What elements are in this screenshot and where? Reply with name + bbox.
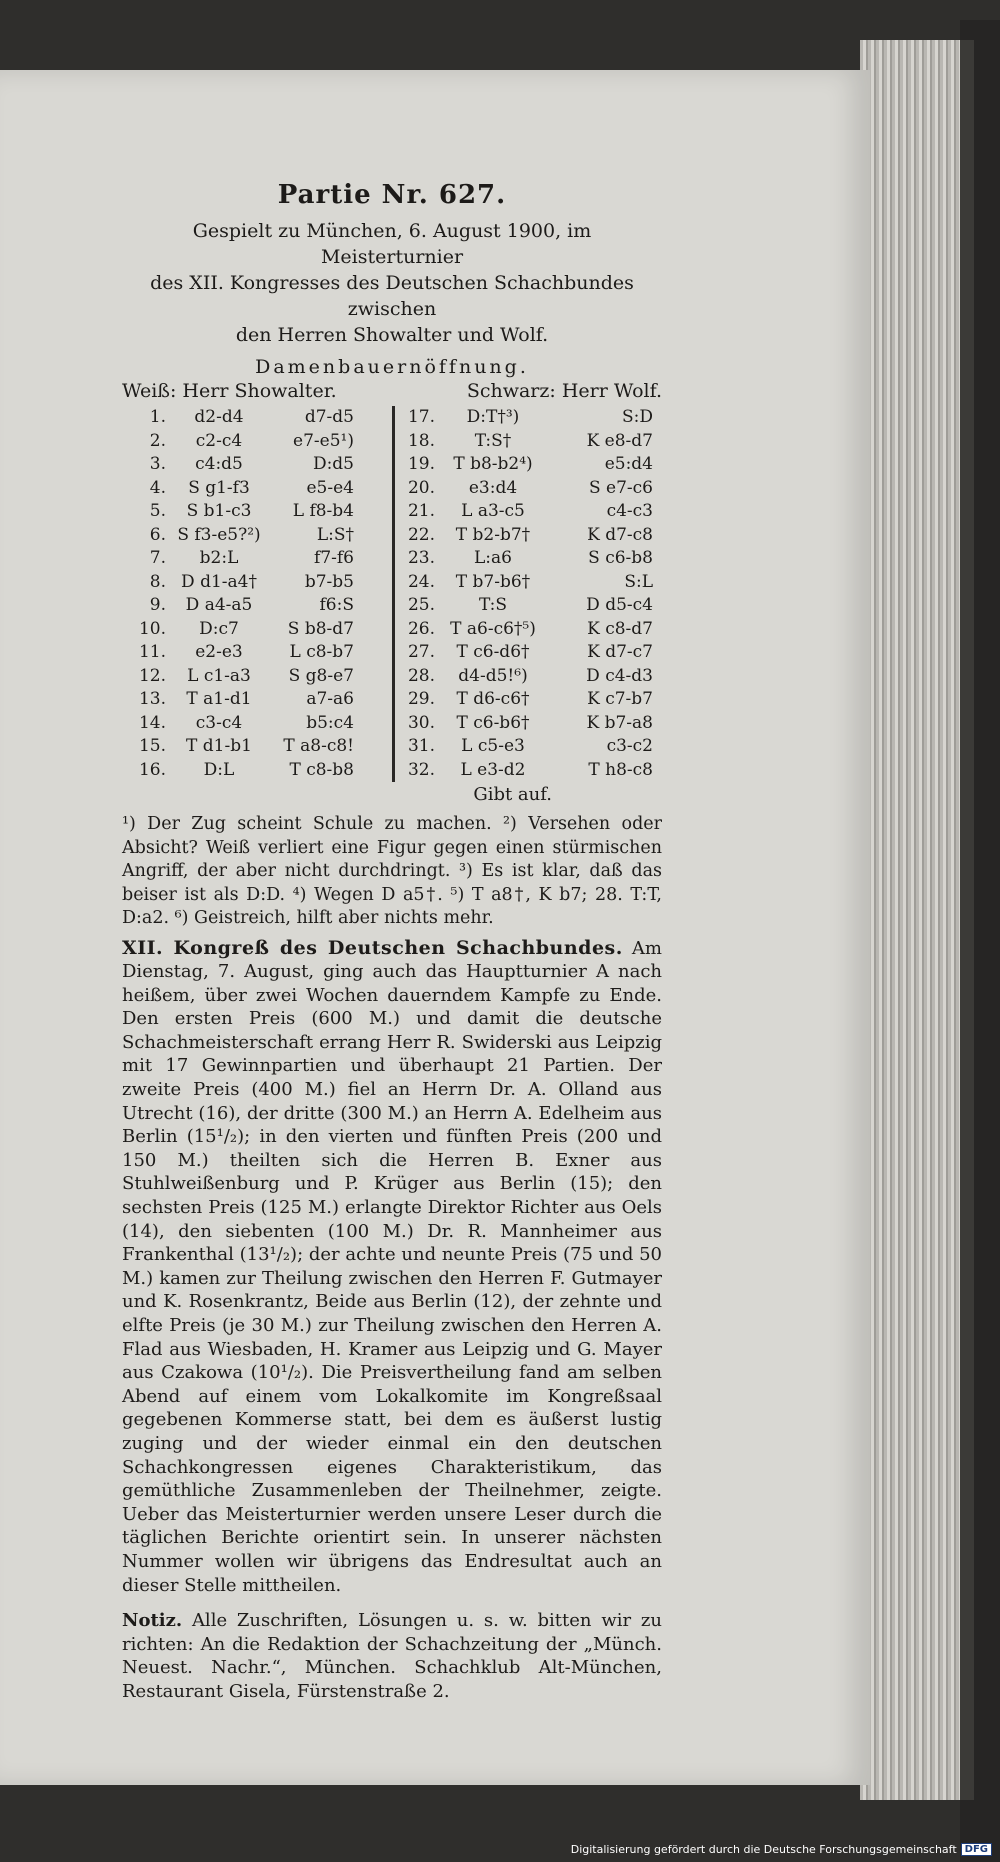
white-move: T b7-b6†	[455, 571, 531, 592]
black-move: c4-c3	[606, 501, 653, 521]
move-row	[401, 430, 662, 454]
white-move: b2:L	[199, 548, 239, 568]
digitization-footer	[571, 1843, 992, 1856]
move-number: 31.	[407, 736, 435, 756]
book-page	[0, 70, 870, 1785]
white-move: T a6-c6†⁵)	[450, 618, 536, 639]
white-move: L e3-d2	[460, 759, 526, 780]
move-row	[401, 712, 662, 736]
white-move: T b2-b7†	[455, 524, 531, 545]
black-move: D:d5	[312, 454, 354, 474]
move-row	[122, 477, 392, 501]
black-move: e5-e4	[306, 477, 354, 498]
move-row	[401, 735, 662, 759]
move-row	[401, 406, 662, 430]
dfg-logo: DFG	[961, 1843, 992, 1856]
move-row	[122, 641, 392, 665]
footer-text: Digitalisierung gefördert durch die Deutsche Forschungsgemeinschaft	[570, 1843, 957, 1856]
notiz	[122, 1609, 662, 1703]
game-result: Gibt auf.	[473, 784, 552, 805]
white-move: T:S	[478, 595, 508, 615]
white-move: T c6-d6†	[456, 642, 530, 662]
black-move: K e8-d7	[586, 430, 653, 451]
white-move: e2-e3	[195, 642, 243, 662]
white-move: L a3-c5	[461, 501, 525, 521]
white-player: Weiß: Herr Showalter.	[122, 380, 337, 402]
black-move: T c8-b8	[289, 759, 354, 780]
move-row	[122, 406, 392, 430]
notiz-text: Alle Zuschriften, Lösungen u. s. w. bitten wir zu richten: An die Redaktion der Schachzeitung der „Münch. Neuest. Nachr.“, München. Schachklub Alt-München, Restaurant Gisela, Fürstenstraße 2.	[122, 1610, 662, 1702]
notiz-label: Notiz.	[122, 1610, 183, 1632]
move-number: 13.	[138, 689, 166, 709]
move-row	[122, 665, 392, 689]
move-row	[401, 759, 662, 783]
move-number: 21.	[407, 501, 435, 521]
move-row	[122, 571, 392, 595]
game-subtitle	[122, 218, 662, 348]
white-move: d2-d4	[194, 407, 244, 427]
move-row	[122, 712, 392, 736]
move-row	[401, 524, 662, 548]
move-row	[122, 735, 392, 759]
black-move: S:D	[621, 407, 653, 427]
black-move: S b8-d7	[287, 618, 354, 639]
moves-column-left	[122, 406, 392, 782]
white-move: D a4-a5	[185, 595, 253, 615]
move-number: 15.	[138, 736, 166, 756]
move-number: 30.	[407, 712, 435, 733]
black-move: T h8-c8	[588, 759, 653, 780]
white-move: c4:d5	[195, 454, 243, 474]
game-notes: ¹) Der Zug scheint Schule zu machen. ²) Versehen oder Absicht? Weiß verliert eine Figur gegen einen stürmischen Angriff, der aber nicht durchdringt. ³) Es ist klar, daß das beiser ist als D:D. ⁴) Wegen D a5†. ⁵) T a8†, K b7; 28. T:T, D:a2. ⁶) Geistreich, hilft aber nichts mehr.	[122, 814, 662, 928]
black-move: K b7-a8	[586, 712, 653, 733]
white-move: T a1-d1	[186, 689, 252, 709]
page-content	[122, 180, 662, 1704]
black-move: K c8-d7	[587, 618, 653, 639]
game-title: Partie Nr. 627.	[277, 180, 507, 210]
black-move: c3-c2	[606, 736, 653, 756]
move-number: 10.	[138, 618, 166, 639]
white-move: T b8-b2⁴)	[453, 454, 533, 474]
white-move: T:S†	[474, 430, 512, 451]
move-row	[122, 524, 392, 548]
black-move: f6:S	[319, 595, 354, 615]
move-number: 7.	[149, 548, 166, 568]
move-number: 14.	[138, 712, 166, 733]
move-number: 26.	[407, 618, 435, 639]
move-row	[401, 641, 662, 665]
move-number: 32.	[407, 759, 435, 780]
move-number: 22.	[407, 524, 435, 545]
black-move: S e7-c6	[588, 477, 653, 498]
move-row	[401, 665, 662, 689]
move-row	[122, 453, 392, 477]
move-number: 9.	[149, 595, 166, 615]
move-row	[401, 618, 662, 642]
move-row	[401, 688, 662, 712]
black-move: e5:d4	[604, 454, 653, 474]
black-move: D c4-d3	[586, 665, 653, 686]
black-move: b5:c4	[306, 712, 354, 733]
black-move: S g8-e7	[288, 665, 354, 686]
move-row	[401, 594, 662, 618]
subtitle-line: des XII. Kongresses des Deutschen Schachbundes zwischen	[150, 272, 634, 320]
move-number: 18.	[407, 430, 435, 451]
move-row	[401, 477, 662, 501]
move-number: 20.	[407, 477, 435, 498]
white-move: S f3-e5?²)	[177, 524, 261, 545]
black-move: e7-e5¹)	[293, 430, 354, 451]
move-number: 24.	[407, 571, 435, 592]
white-move: L c5-e3	[461, 736, 525, 756]
move-number: 6.	[149, 524, 166, 545]
page-edges	[860, 40, 974, 1800]
move-row	[401, 453, 662, 477]
white-move: e3:d4	[468, 477, 518, 498]
move-row	[122, 688, 392, 712]
black-move: f7-f6	[314, 548, 354, 568]
white-move: c2-c4	[195, 430, 243, 451]
move-number: 3.	[149, 454, 166, 474]
move-number: 19.	[407, 454, 435, 474]
move-number: 5.	[149, 501, 166, 521]
white-move: D:c7	[199, 618, 239, 639]
white-move: D d1-a4†	[181, 571, 257, 592]
move-number: 4.	[149, 477, 166, 498]
white-move: L c1-a3	[187, 665, 251, 686]
move-number: 17.	[407, 407, 435, 427]
move-number: 2.	[149, 430, 166, 451]
move-row	[122, 500, 392, 524]
move-row	[122, 759, 392, 783]
move-number: 23.	[407, 548, 435, 568]
white-move: T d1-b1	[186, 736, 252, 756]
move-row	[401, 500, 662, 524]
white-move: D:T†³)	[466, 407, 520, 427]
move-row	[122, 594, 392, 618]
white-move: T c6-b6†	[456, 712, 530, 733]
moves-table	[122, 406, 662, 782]
move-row	[401, 547, 662, 571]
black-move: T a8-c8!	[283, 736, 354, 756]
move-number: 12.	[138, 665, 166, 686]
black-move: D d5-c4	[586, 595, 653, 615]
black-move: b7-b5	[304, 571, 354, 592]
black-move: a7-a6	[306, 689, 354, 709]
moves-column-right	[392, 406, 662, 782]
move-number: 8.	[149, 571, 166, 592]
white-move: D:L	[203, 759, 235, 780]
move-row	[122, 547, 392, 571]
black-player: Schwarz: Herr Wolf.	[466, 380, 662, 402]
black-move: S c6-b8	[588, 548, 653, 568]
black-move: K d7-c8	[587, 524, 653, 545]
move-number: 11.	[138, 642, 166, 662]
move-number: 25.	[407, 595, 435, 615]
move-number: 28.	[407, 665, 435, 686]
subtitle-line: Gespielt zu München, 6. August 1900, im Meisterturnier	[192, 220, 592, 268]
opening-name: Damenbauernöffnung.	[255, 356, 529, 378]
black-move: L:S†	[316, 524, 354, 545]
move-row	[401, 571, 662, 595]
article-text: Am Dienstag, 7. August, ging auch das Hauptturnier A nach heißem, über zwei Wochen dauerndem Kampfe zu Ende. Den ersten Preis (600 M.) und damit die deutsche Schachmeisterschaft errang Herr R. Swiderski aus Leipzig mit 17 Gewinnpartien und überhaupt 21 Partien. Der zweite Preis (400 M.) fiel an Herrn Dr. A. Olland aus Utrecht (16), der dritte (300 M.) an Herrn A. Edelheim aus Berlin (15¹/₂); in den vierten und fünften Preis (200 und 150 M.) theilten sich die Herren B. Exner aus Stuhlweißenburg und P. Krüger aus Berlin (15); den sechsten Preis (125 M.) erlangte Direktor Richter aus Oels (14), den siebenten (100 M.) Dr. R. Mannheimer aus Frankenthal (13¹/₂); der achte und neunte Preis (75 und 50 M.) kamen zur Theilung zwischen den Herren F. Gutmayer und K. Rosenkrantz, Beide aus Berlin (12), der zehnte und elfte Preis (je 30 M.) zur Theilung zwischen den Herren A. Flad aus Wiesbaden, H. Kramer aus Leipzig und G. Mayer aus Czakowa (10¹/₂). Die Preisvertheilung fand am selben Abend auf einem vom Lokalkomite im Kongreßsaal gegebenen Kommerse statt, bei dem es äußerst lustig zuging und der wieder einmal ein den deutschen Schachkongressen eigenes Charakteristikum, das gemüthliche Zusammenleben der Theilnehmer, zeigte. Ueber das Meisterturnier werden unsere Leser durch die täglichen Berichte orientirt sein. In unserer nächsten Nummer wollen wir übrigens das Endresultat auch an dieser Stelle mittheilen.	[122, 937, 662, 1596]
players-row	[122, 380, 662, 402]
white-move: T d6-c6†	[456, 689, 530, 709]
black-move: K c7-b7	[587, 689, 653, 709]
move-number: 27.	[407, 642, 435, 662]
black-move: K d7-c7	[587, 642, 653, 662]
move-number: 1.	[149, 407, 166, 427]
article	[122, 937, 662, 1598]
black-move: L f8-b4	[292, 501, 354, 521]
white-move: c3-c4	[195, 712, 243, 733]
white-move: d4-d5!⁶)	[458, 665, 528, 686]
white-move: S g1-f3	[188, 477, 250, 498]
subtitle-line: den Herren Showalter und Wolf.	[235, 324, 549, 346]
move-number: 29.	[407, 689, 435, 709]
white-move: S b1-c3	[186, 501, 252, 521]
black-move: L c8-b7	[289, 642, 354, 662]
move-row	[122, 618, 392, 642]
article-heading: XII. Kongreß des Deutschen Schachbundes.	[122, 936, 623, 959]
black-move: d7-d5	[304, 407, 354, 427]
white-move: L:a6	[474, 548, 512, 568]
black-move: S:L	[624, 571, 653, 592]
move-number: 16.	[138, 759, 166, 780]
move-row	[122, 430, 392, 454]
